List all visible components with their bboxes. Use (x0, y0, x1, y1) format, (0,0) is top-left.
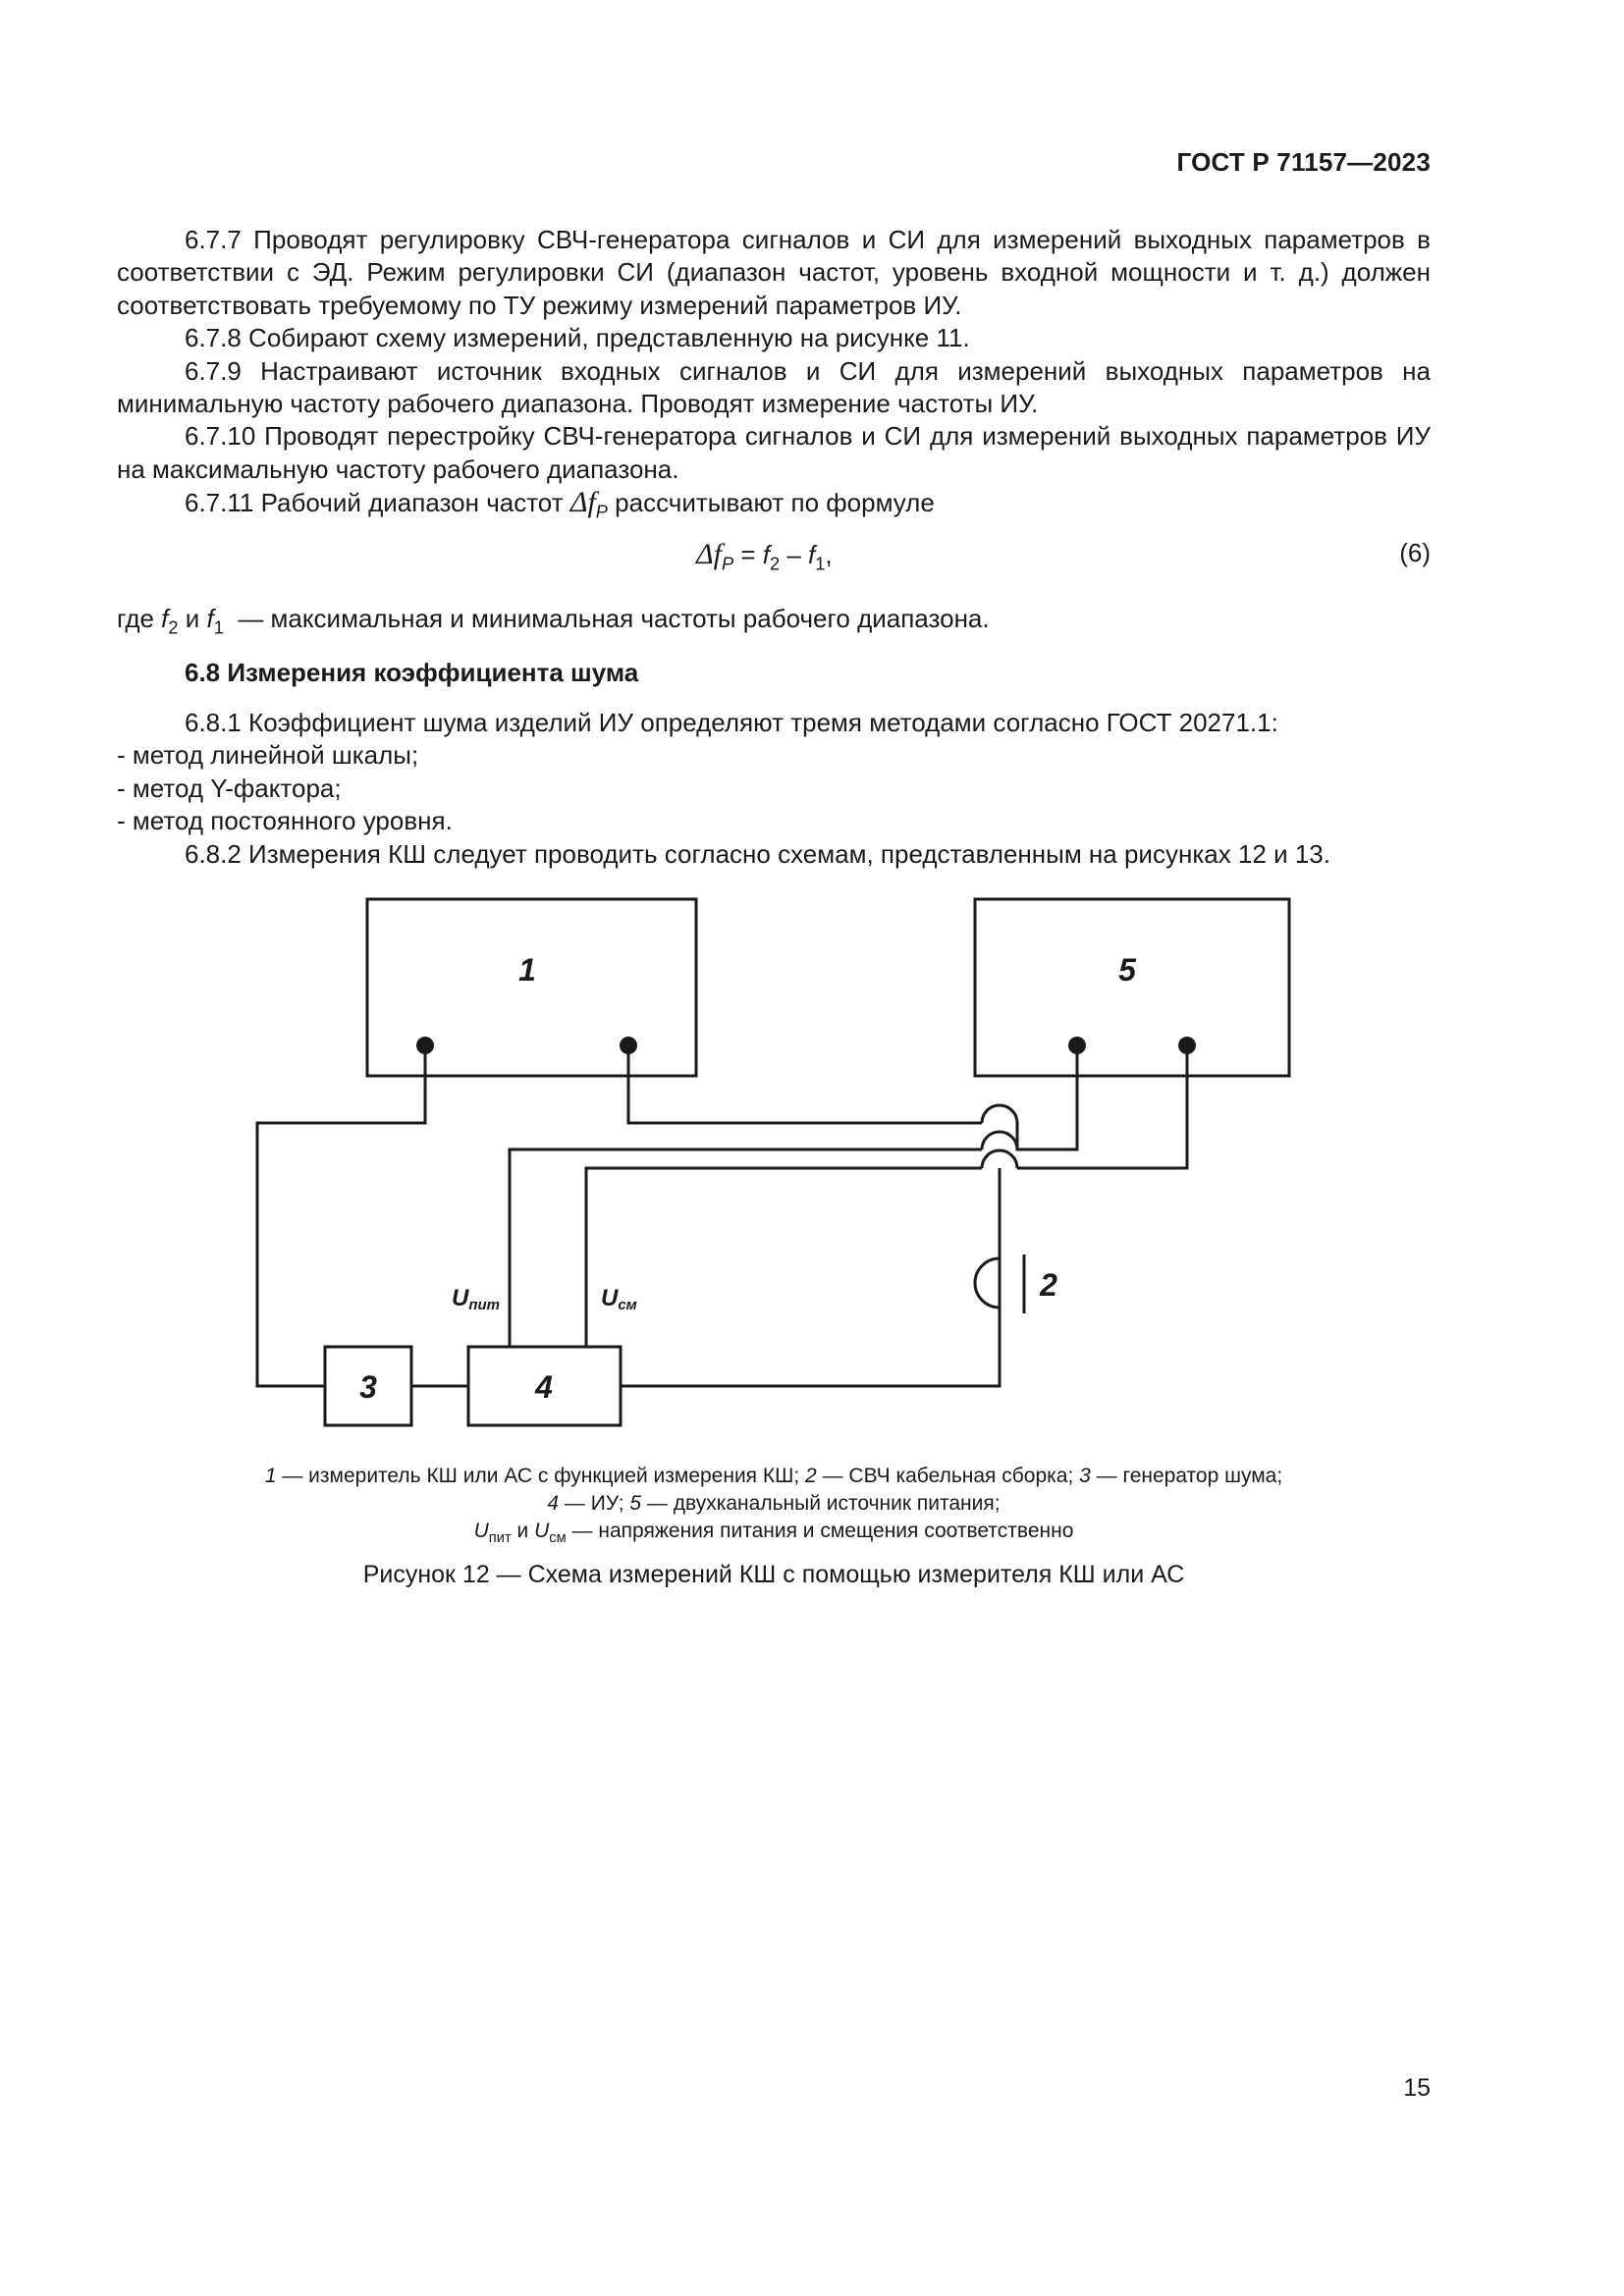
wire-meter-to-generator (257, 1045, 425, 1386)
wire-crossover-bottom (982, 1150, 1017, 1168)
block-noise-meter (367, 899, 696, 1076)
block-power-supply (975, 899, 1289, 1076)
wire-u-pit (510, 1149, 982, 1347)
list-item: - метод Y-фактора; (117, 773, 342, 803)
legend-line-2: 4 — ИУ; 5 — двухканальный источник питания; (547, 1492, 1001, 1515)
legend-line-3: $U_{пит}$ и $U_{см}$ — напряжения питания и смещения соответственно (473, 1520, 1074, 1547)
paragraph-6-8-1: 6.8.1 Коэффициент шума изделий ИУ определяют тремя методами согласно ГОСТ 20271.1: (185, 708, 1278, 737)
paragraph-6-7-7: 6.7.7 Проводят регулировку СВЧ-генератора сигналов и СИ для измерений выходных параметров в соответствии с ЭД. Режим регулировки СИ (диапазон частот, уровень входной мощности и т. д.) должен соответствовать требуемому по ТУ режиму измерений параметров ИУ. (117, 225, 1431, 320)
terminal-dot (416, 1037, 434, 1054)
terminal-dot (1178, 1037, 1196, 1054)
section-heading-6-8: 6.8 Измерения коэффициента шума (185, 658, 639, 687)
u-sm-label: Uсм (601, 1285, 637, 1313)
paragraph-6-7-8: 6.7.8 Собирают схему измерений, представленную на рисунке 11. (185, 323, 970, 353)
cable-assembly-symbol (975, 1258, 1000, 1308)
wire-cable-assembly (621, 1168, 1000, 1386)
wire-u-sm (586, 1168, 982, 1347)
terminal-dot (1068, 1037, 1086, 1054)
wire-meter-to-supply-a (628, 1045, 982, 1123)
block-5-label: 5 (1118, 952, 1136, 988)
legend-line-1: 1 — измеритель КШ или АС с функцией измерения КШ; 2 — СВЧ кабельная сборка; 3 — генератор шума; (264, 1465, 1283, 1487)
formula-expression: $\Delta f_P = f_2 - f_1$, (696, 538, 833, 574)
document-id: ГОСТ Р 71157—2023 (1176, 147, 1431, 177)
wire-crossover-top (982, 1105, 1017, 1123)
page-number: 15 (1403, 2074, 1431, 2102)
block-3-label: 3 (359, 1369, 377, 1405)
u-pit-label: Uпит (452, 1285, 501, 1313)
list-item: - метод постоянного уровня. (117, 806, 453, 836)
paragraph-6-8-2: 6.8.2 Измерения КШ следует проводить согласно схемам, представленным на рисунках 12 и 13. (185, 838, 1330, 869)
paragraph-6-7-11-pre: 6.7.11 Рабочий диапазон частот (185, 488, 564, 518)
paragraph-6-7-10: 6.7.10 Проводят перестройку СВЧ-генератора сигналов и СИ для измерений выходных параметров ИУ на максимальную частоту рабочего диапазона. (117, 421, 1431, 484)
delta-f-symbol: Δf (569, 486, 596, 519)
paragraph-6-7-9: 6.7.9 Настраивают источник входных сигналов и СИ для измерений выходных параметров на минимальную частоту рабочего диапазона. Проводят измерение частоты ИУ. (117, 355, 1431, 419)
list-item: - метод линейной шкалы; (117, 740, 419, 771)
delta-f-subscript: P (595, 502, 608, 522)
block-4-label: 4 (535, 1369, 553, 1405)
wire-crossover-mid (982, 1132, 1017, 1149)
terminal-dot (620, 1037, 637, 1054)
paragraph-6-7-11-post: рассчитывают по формуле (615, 488, 935, 518)
wire-to-supply-left-terminal (1017, 1045, 1077, 1149)
cable-assembly-label: 2 (1040, 1267, 1057, 1303)
formula-number: (6) (1399, 538, 1431, 567)
figure-legend (117, 1463, 1431, 1545)
formula-explanation: где $f_2$ и $f_1$ — максимальная и минимальная частоты рабочего диапазона. (117, 604, 990, 638)
block-1-label: 1 (518, 952, 536, 988)
figure-caption: Рисунок 12 — Схема измерений КШ с помощью измерителя КШ или АС (362, 1561, 1185, 1588)
